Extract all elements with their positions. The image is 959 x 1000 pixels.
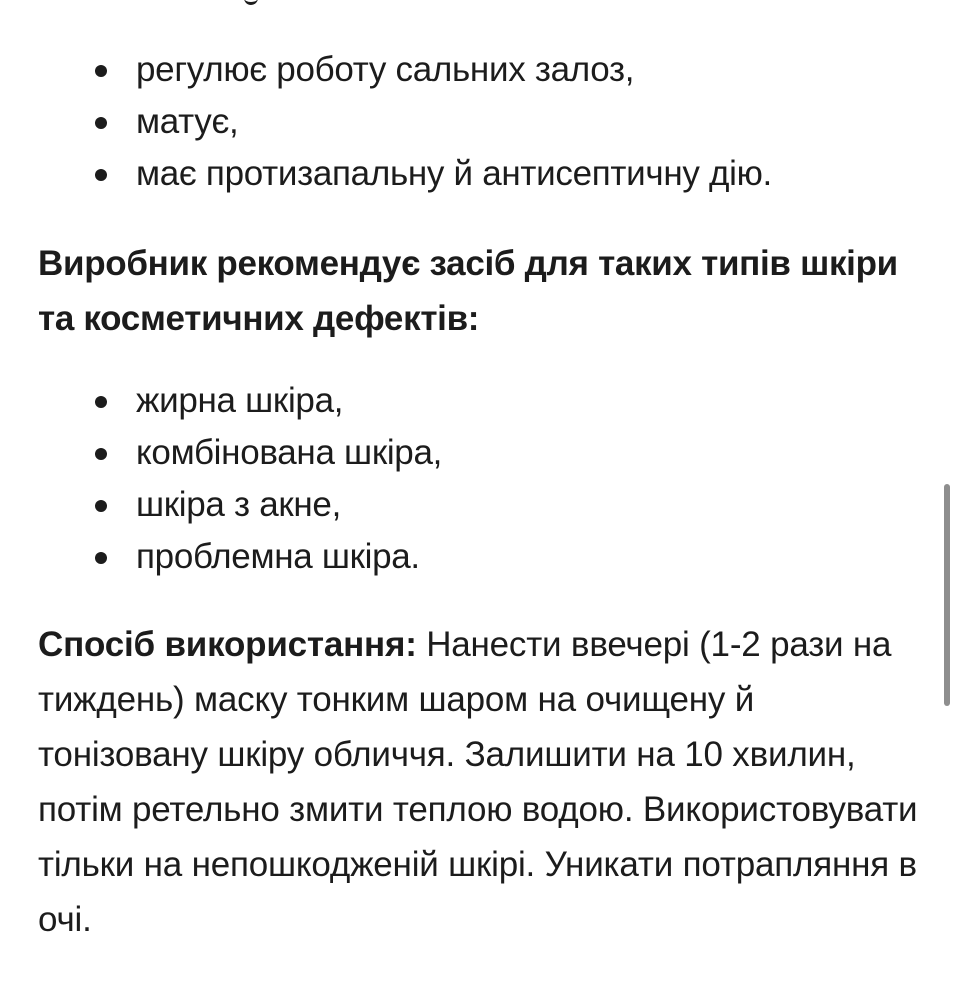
bullet-icon [95, 552, 107, 564]
recommendation-heading: Виробник рекомендує засіб для таких типів шкіри та косметичних дефектів: [38, 244, 898, 338]
cropped-text-fragment [244, 0, 258, 5]
usage-text: Нанести ввечері (1-2 рази на тиждень) маску тонким шаром на очищену й тонізовану шкіру обличчя. Залишити на 10 хвилин, потім ретельно змити теплою водою. Використовувати тільки на непошкодженій шкірі. Уникати потрапляння в очі. [38, 625, 918, 939]
list-item: шкіра з акне, [38, 479, 442, 531]
list-item: має протизапальну й антисептичну дію. [38, 148, 772, 200]
list-item: проблемна шкіра. [38, 531, 442, 583]
bullet-icon [95, 396, 107, 408]
scrollbar-thumb[interactable] [944, 484, 950, 706]
list-item: комбінована шкіра, [38, 427, 442, 479]
list-item: жирна шкіра, [38, 375, 442, 427]
list-item: регулює роботу сальних залоз, [38, 44, 772, 96]
bullet-icon [95, 448, 107, 460]
usage-paragraph [38, 617, 928, 947]
list-item: матує, [38, 96, 772, 148]
bullet-icon [95, 169, 107, 181]
usage-label: Спосіб використання: [38, 625, 417, 664]
skin-types-list [38, 375, 442, 583]
bullet-icon [95, 117, 107, 129]
bullet-icon [95, 500, 107, 512]
bullet-icon [95, 65, 107, 77]
benefits-list [38, 44, 772, 200]
